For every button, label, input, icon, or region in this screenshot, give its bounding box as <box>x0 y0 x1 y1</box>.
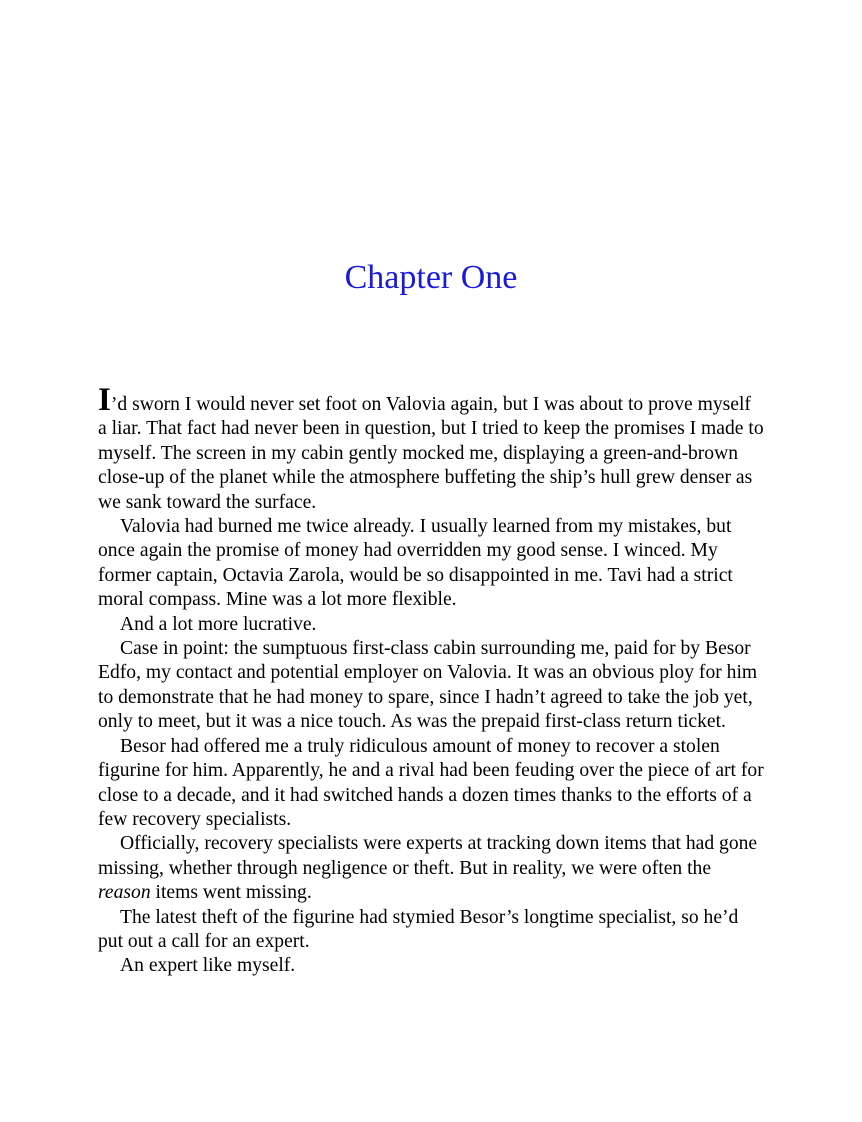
paragraph-3: And a lot more lucrative. <box>120 613 317 635</box>
paragraph-6-emphasis: reason <box>98 882 151 904</box>
paragraph-6 <box>98 832 764 905</box>
paragraph-5: Besor had offered me a truly ridiculous amount of money to recover a stolen figurine for him. Apparently, he and a rival had been feuding over the piece of art for close to a decade, and it had switched hands a dozen times thanks to the efforts of a few recovery specialists. <box>98 735 764 830</box>
paragraph-7: The latest theft of the figurine had stymied Besor’s longtime specialist, so he’d put out a call for an expert. <box>98 906 739 952</box>
paragraph-2: Valovia had burned me twice already. I usually learned from my mistakes, but once again the promise of money had overridden my good sense. I winced. My former captain, Octavia Zarola, would be so disappointed in me. Tavi had a strict moral compass. Mine was a lot more flexible. <box>98 516 733 611</box>
paragraph-8: An expert like myself. <box>120 955 296 977</box>
paragraph-1-text: ’d sworn I would never set foot on Valovia again, but I was about to prove myself a liar. That fact had never been in question, but I tried to keep the promises I made to myself. The screen in my cabin gently mocked me, displaying a green-and-brown close-up of the planet while the atmosphere buffeting the ship’s hull grew denser as we sank toward the surface. <box>98 394 764 513</box>
chapter-title: Chapter One <box>344 259 518 296</box>
drop-initial: I <box>98 382 111 418</box>
paragraph-6-text-after: items went missing. <box>150 882 312 904</box>
chapter-body <box>98 382 764 979</box>
paragraph-6-text-before: Officially, recovery specialists were experts at tracking down items that had gone missing, whether through negligence or theft. But in reality, we were often the <box>98 833 758 879</box>
paragraph-1 <box>98 382 764 515</box>
paragraph-4: Case in point: the sumptuous first-class cabin surrounding me, paid for by Besor Edfo, my contact and potential employer on Valovia. It was an obvious ploy for him to demonstrate that he had money to spare, since I hadn’t agreed to take the job yet, only to meet, but it was a nice touch. As was the prepaid first-class return ticket. <box>98 638 758 733</box>
